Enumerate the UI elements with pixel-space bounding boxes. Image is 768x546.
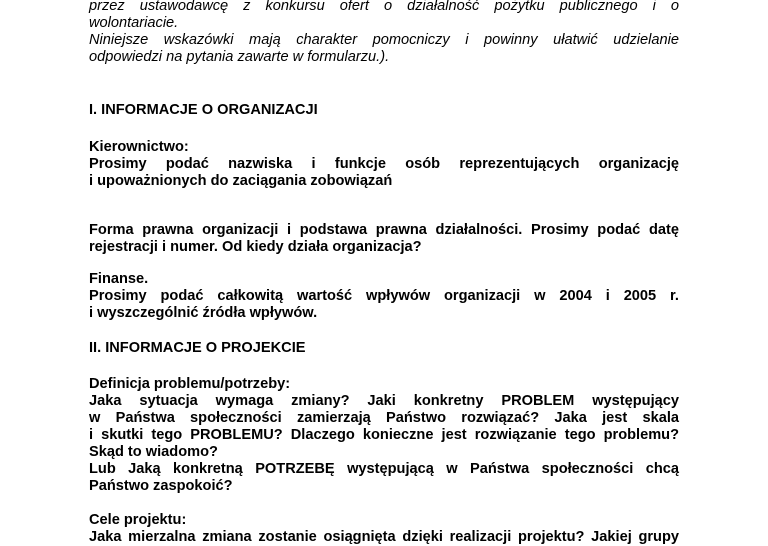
problem-line: Lub Jaką konkretną POTRZEBĘ występującą w Państwa społeczności chcą xyxy=(89,461,679,477)
goals-line: Jaka mierzalna zmiana zostanie osiągnięta dzięki realizacji projektu? Jakiej grupy xyxy=(89,529,679,545)
problem-line: Skąd to wiadomo? xyxy=(89,444,218,460)
leadership-block xyxy=(89,139,679,190)
leadership-text-line: i upoważnionych do zaciągania zobowiązań xyxy=(89,173,393,189)
finance-label: Finanse. xyxy=(89,271,149,287)
goals-block xyxy=(89,512,679,546)
intro-paragraph xyxy=(89,0,679,66)
goals-label: Cele projektu: xyxy=(89,512,187,528)
finance-block xyxy=(89,271,679,322)
legal-form-line: rejestracji i numer. Od kiedy działa organizacja? xyxy=(89,239,422,255)
intro-line: przez ustawodawcę z konkursu ofert o działalność pożytku publicznego i o xyxy=(89,0,679,14)
problem-line: i skutki tego PROBLEMU? Dlaczego konieczne jest rozwiązanie tego problemu? xyxy=(89,427,679,443)
problem-line: Państwo zaspokoić? xyxy=(89,478,233,494)
intro-line: Niniejsze wskazówki mają charakter pomocniczy i powinny ułatwić udzielanie xyxy=(89,32,679,48)
leadership-text-line: Prosimy podać nazwiska i funkcje osób reprezentujących organizację xyxy=(89,156,679,172)
problem-line: Jaka sytuacja wymaga zmiany? Jaki konkretny PROBLEM występujący xyxy=(89,393,679,409)
leadership-label: Kierownictwo: xyxy=(89,139,189,155)
problem-block xyxy=(89,376,679,495)
section-1-heading: I. INFORMACJE O ORGANIZACJI xyxy=(89,102,318,118)
legal-form-block xyxy=(89,222,679,256)
finance-line: i wyszczególnić źródła wpływów. xyxy=(89,305,318,321)
finance-line: Prosimy podać całkowitą wartość wpływów organizacji w 2004 i 2005 r. xyxy=(89,288,679,304)
intro-line: odpowiedzi na pytania zawarte w formularzu.). xyxy=(89,49,390,65)
section-2-heading: II. INFORMACJE O PROJEKCIE xyxy=(89,340,306,356)
legal-form-line: Forma prawna organizacji i podstawa prawna działalności. Prosimy podać datę xyxy=(89,222,679,238)
intro-line: wolontariacie. xyxy=(89,15,179,31)
problem-line: w Państwa społeczności zamierzają Państwo rozwiązać? Jaka jest skala xyxy=(89,410,679,426)
problem-label: Definicja problemu/potrzeby: xyxy=(89,376,291,392)
